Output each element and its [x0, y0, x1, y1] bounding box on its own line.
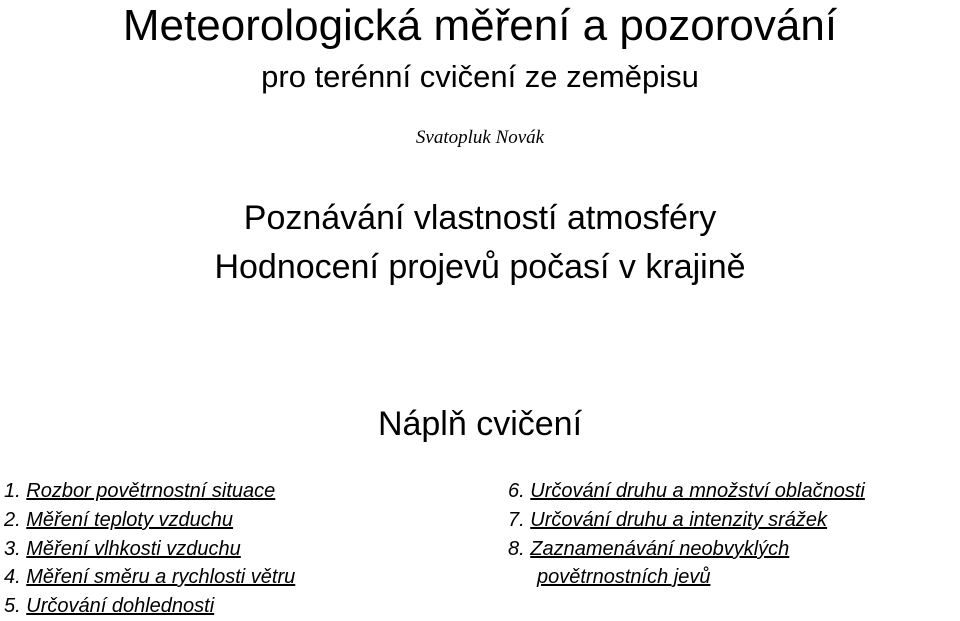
list-item-number: 2.: [4, 509, 21, 531]
list-item[interactable]: [508, 535, 789, 564]
list-item-number: 6.: [508, 480, 525, 502]
list-item[interactable]: [4, 563, 295, 592]
list-item[interactable]: [4, 477, 275, 506]
list-item-number: 3.: [4, 538, 21, 560]
list-item-number: 5.: [4, 595, 21, 617]
list-item-link[interactable]: Měření směru a rychlosti větru: [26, 566, 296, 588]
list-item-link[interactable]: Měření teploty vzduchu: [26, 509, 234, 531]
list-item-link[interactable]: Rozbor povětrnostní situace: [26, 480, 276, 502]
topic-line-2: Hodnocení projevů počasí v krajině: [214, 248, 746, 286]
topic-line-1: Poznávání vlastností atmosféry: [243, 199, 717, 237]
list-item[interactable]: [4, 535, 241, 564]
list-item-link[interactable]: Zaznamenávání neobvyklých: [530, 538, 790, 560]
list-item-link[interactable]: Určování druhu a intenzity srážek: [530, 509, 828, 531]
document-subtitle: pro terénní cvičení ze zeměpisu: [261, 59, 699, 94]
list-item-link[interactable]: Určování dohlednosti: [26, 595, 215, 617]
section-heading: Náplň cvičení: [377, 405, 583, 443]
list-item[interactable]: [508, 506, 827, 535]
list-item[interactable]: [4, 506, 233, 535]
document-title: Meteorologická měření a pozorování: [122, 1, 838, 50]
list-item-continuation[interactable]: [537, 563, 710, 592]
list-item-link[interactable]: Měření vlhkosti vzduchu: [26, 538, 241, 560]
list-item[interactable]: [4, 592, 214, 621]
list-item-link[interactable]: povětrnostních jevů: [537, 566, 711, 588]
list-item[interactable]: [508, 477, 865, 506]
list-item-number: 7.: [508, 509, 525, 531]
list-item-number: 4.: [4, 566, 21, 588]
author-name: Svatopluk Novák: [415, 127, 545, 148]
list-item-number: 1.: [4, 480, 21, 502]
list-item-link[interactable]: Určování druhu a množství oblačnosti: [530, 480, 865, 502]
list-item-number: 8.: [508, 538, 525, 560]
